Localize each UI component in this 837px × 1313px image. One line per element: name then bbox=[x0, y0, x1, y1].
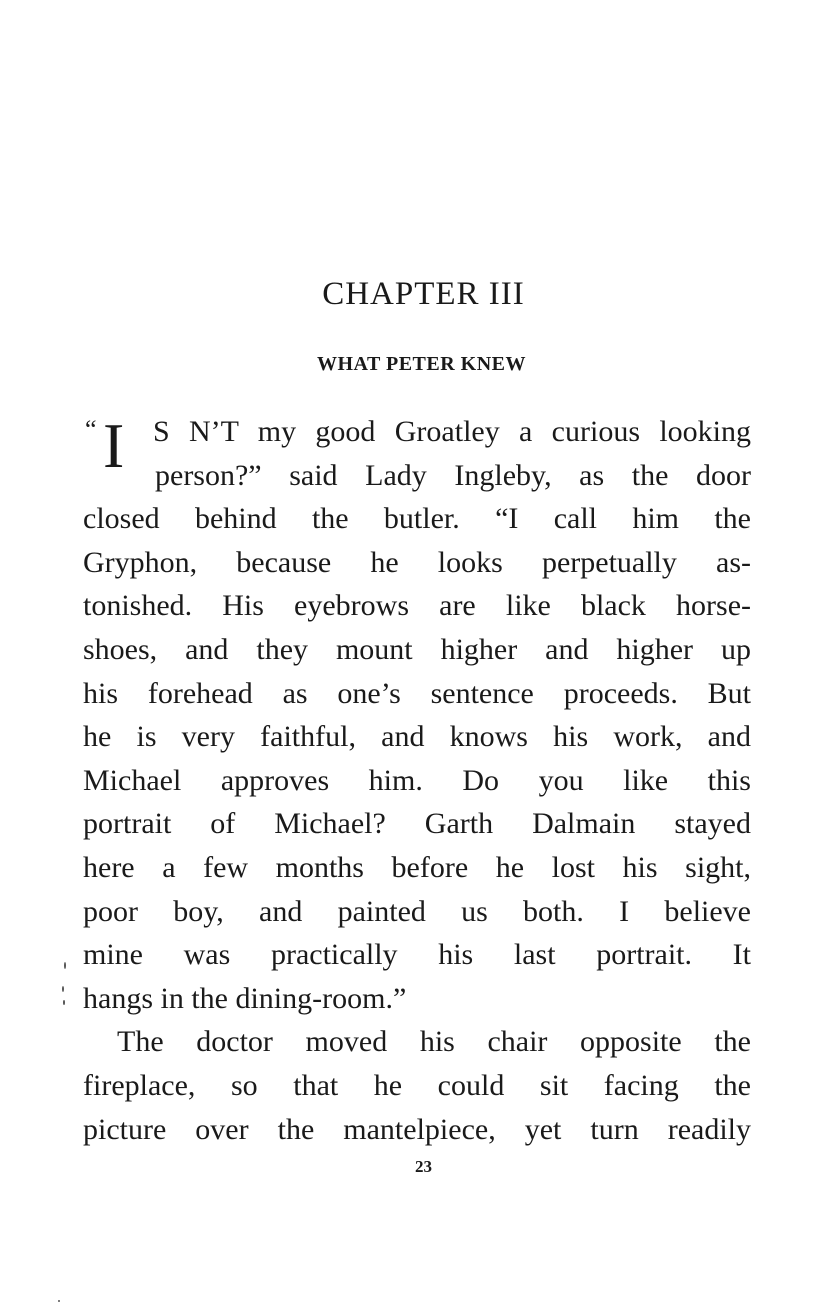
text-line-9: Michael approves him. Do you like this bbox=[83, 763, 751, 797]
chapter-title: CHAPTER III bbox=[322, 276, 525, 312]
text-line-8: he is very faithful, and knows his work, and bbox=[83, 720, 751, 754]
text-line-13: mine was practically his last portrait. It bbox=[83, 938, 751, 972]
page-number: 23 bbox=[415, 1157, 432, 1176]
text-line-11: here a few months before he lost his sight, bbox=[83, 850, 751, 884]
text-line-6: shoes, and they mount higher and higher up bbox=[83, 632, 751, 666]
scan-speck bbox=[58, 1300, 60, 1302]
text-line-15: The doctor moved his chair opposite the bbox=[117, 1025, 751, 1059]
opening-quote-mark: “ bbox=[85, 415, 97, 444]
text-line-2: person?” said Lady Ingleby, as the door bbox=[155, 458, 751, 492]
text-line-4: Gryphon, because he looks perpetually as- bbox=[83, 545, 751, 579]
scan-speck bbox=[64, 962, 66, 969]
drop-cap: I bbox=[103, 410, 125, 481]
scan-speck bbox=[63, 1000, 65, 1005]
text-line-16: fireplace, so that he could sit facing the bbox=[83, 1068, 751, 1102]
text-line-7: his forehead as one’s sentence proceeds. But bbox=[83, 676, 751, 710]
chapter-subtitle: WHAT PETER KNEW bbox=[316, 353, 526, 375]
scan-speck bbox=[62, 986, 64, 992]
body-text bbox=[83, 410, 751, 1151]
text-line-1-content: S N’T my good Groatley a curious looking bbox=[153, 415, 751, 448]
text-line-12: poor boy, and painted us both. I believe bbox=[83, 894, 751, 928]
text-line-3: closed behind the butler. “I call him the bbox=[83, 502, 751, 536]
text-line-10: portrait of Michael? Garth Dalmain stayed bbox=[83, 807, 751, 841]
text-line-5: tonished. His eyebrows are like black horse- bbox=[83, 589, 751, 623]
text-line-14: hangs in the dining-room.” bbox=[83, 981, 407, 1015]
text-line-17: picture over the mantelpiece, yet turn readily bbox=[83, 1112, 751, 1146]
